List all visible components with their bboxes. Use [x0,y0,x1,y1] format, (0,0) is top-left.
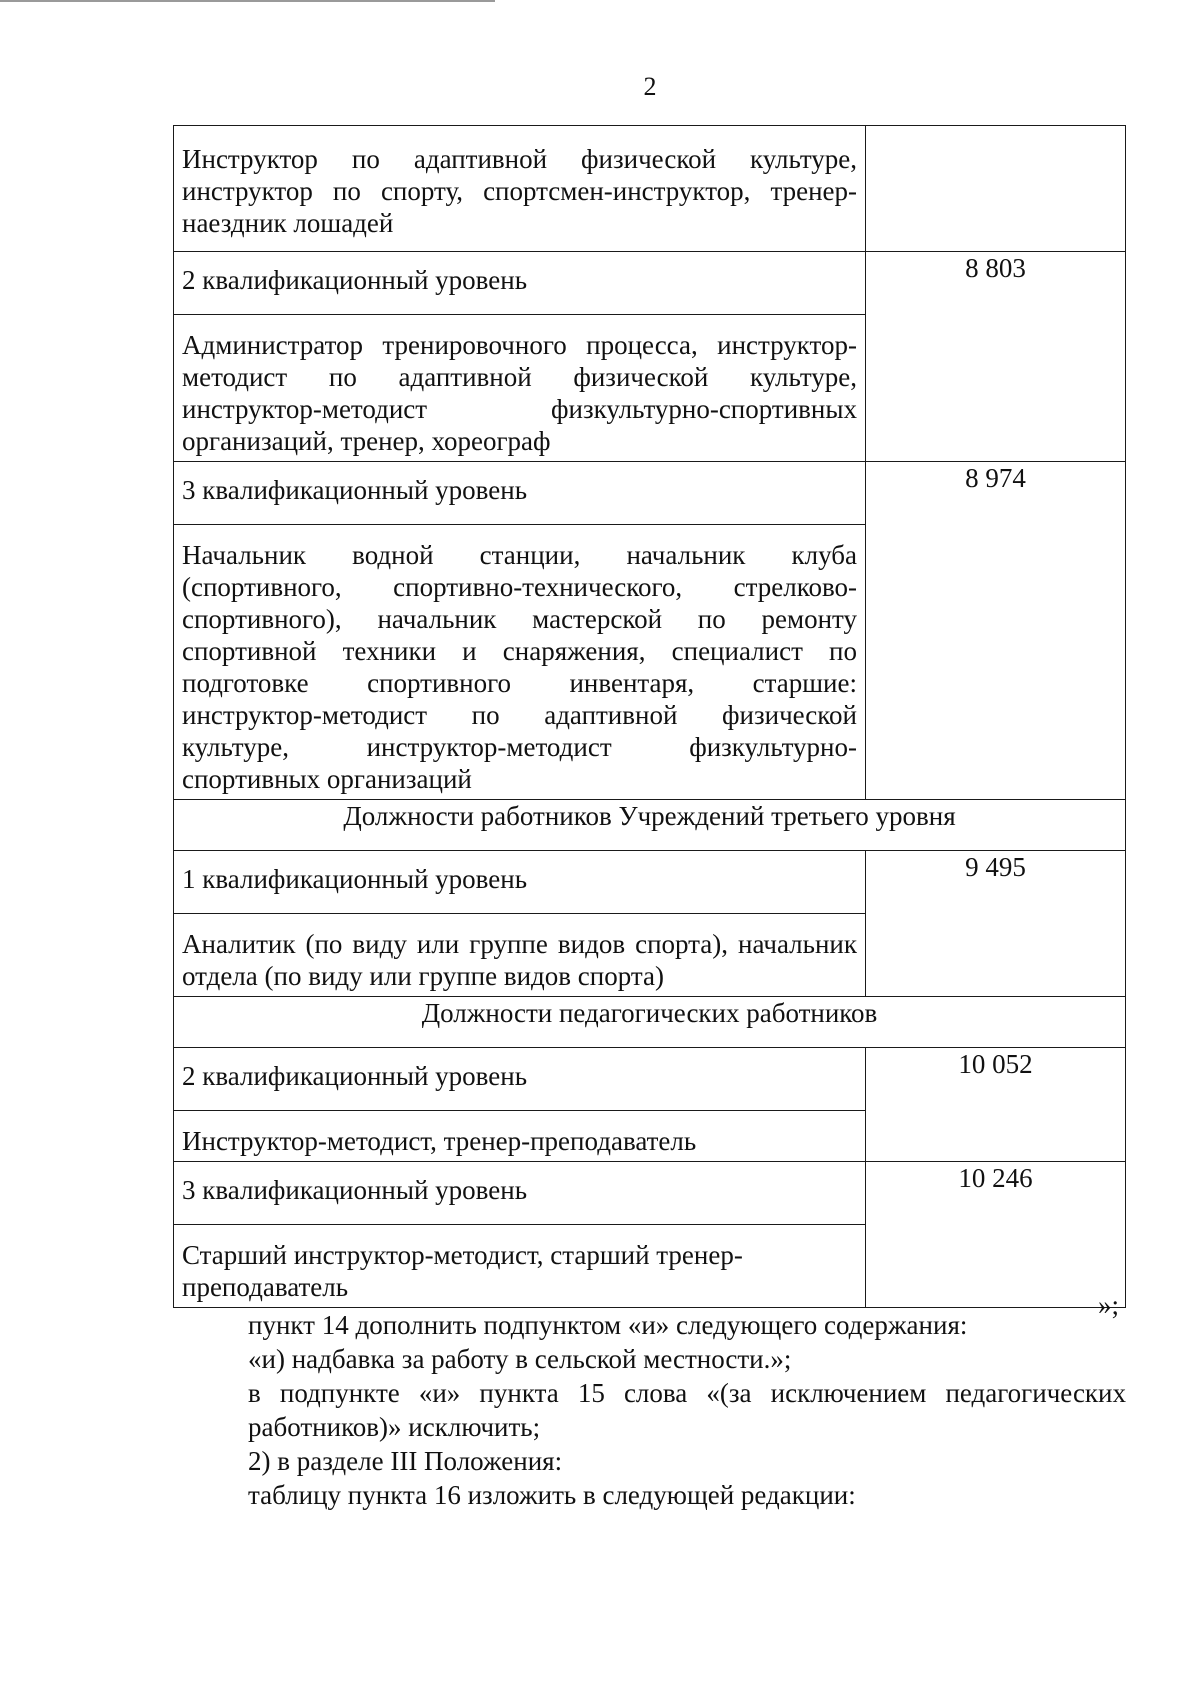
section-heading-pedagogical: Должности педагогических работников [174,997,1126,1048]
third-level1-description [174,914,866,997]
paragraph: пункт 14 дополнить подпунктом «и» следующего содержания: [248,1310,968,1340]
line: инструктор-методист физкультурно-спортивных [182,394,857,424]
line: наездник лошадей [182,208,394,238]
paragraph: 2) в разделе III Положения: [248,1446,563,1476]
line: инструктор по спорту, спортсмен-инструктор, тренер- [182,176,857,206]
qualification-pay-table [173,125,1126,1308]
line: организаций, тренер, хореограф [182,426,551,456]
section-heading-third-level: Должности работников Учреждений третьего уровня [174,800,1126,851]
level2-label: 2 квалификационный уровень [174,252,866,315]
line: спортивных организаций [182,764,472,794]
line: Инструктор-методист, тренер-преподаватель [182,1126,697,1156]
body-text [173,1308,1126,1512]
third-level1-pay: 9 495 [866,851,1126,997]
line: Инструктор по адаптивной физической культуре, [182,144,857,174]
line: спортивной техники и снаряжения, специалист по [182,636,857,666]
level2-pay: 8 803 [866,252,1126,462]
ped-level3-pay: 10 246 [866,1162,1126,1308]
ped-level2-description [174,1111,866,1162]
table-row-section-ped [174,997,1126,1048]
line: Начальник водной станции, начальник клуба [182,540,857,570]
paragraph: таблицу пункта 16 изложить в следующей редакции: [248,1480,856,1510]
level3-label: 3 квалификационный уровень [174,462,866,525]
table-row-ped-level3-label [174,1162,1126,1225]
level3-description [174,525,866,800]
level3-pay: 8 974 [866,462,1126,800]
table-row-section-third [174,800,1126,851]
line: спортивного), начальник мастерской по ремонту [182,604,857,634]
table-row-intro [174,126,1126,252]
paragraph: в подпункте «и» пункта 15 слова «(за исключением педагогических работников)» исключить; [248,1378,1126,1442]
ped-level3-description [174,1225,866,1308]
table-row-level2-label [174,252,1126,315]
table-row-level3-label [174,462,1126,525]
page-number: 2 [643,72,657,101]
scan-edge [0,0,495,2]
intro-pay-cell [866,126,1126,252]
table-row-third-level1-label [174,851,1126,914]
line: преподаватель [182,1272,349,1302]
intro-description [174,126,866,252]
closing-quote: »; [1098,1290,1120,1320]
line: инструктор-методист по адаптивной физической [182,700,857,730]
line: подготовке спортивного инвентаря, старшие: [182,668,857,698]
table-row-ped-level2-label [174,1048,1126,1111]
line: Аналитик (по виду или группе видов спорта), начальник [182,929,857,959]
line: культуре, инструктор-методист физкультурно- [182,732,857,762]
paragraph: «и) надбавка за работу в сельской местности.»; [248,1344,792,1374]
level2-description [174,315,866,462]
ped-level2-label: 2 квалификационный уровень [174,1048,866,1111]
ped-level3-label: 3 квалификационный уровень [174,1162,866,1225]
line: отдела (по виду или группе видов спорта) [182,961,664,991]
ped-level2-pay: 10 052 [866,1048,1126,1162]
third-level1-label: 1 квалификационный уровень [174,851,866,914]
line: методист по адаптивной физической культуре, [182,362,857,392]
line: (спортивного, спортивно-технического, стрелково- [182,572,857,602]
line: Старший инструктор-методист, старший тренер- [182,1240,743,1270]
line: Администратор тренировочного процесса, инструктор- [182,330,857,360]
